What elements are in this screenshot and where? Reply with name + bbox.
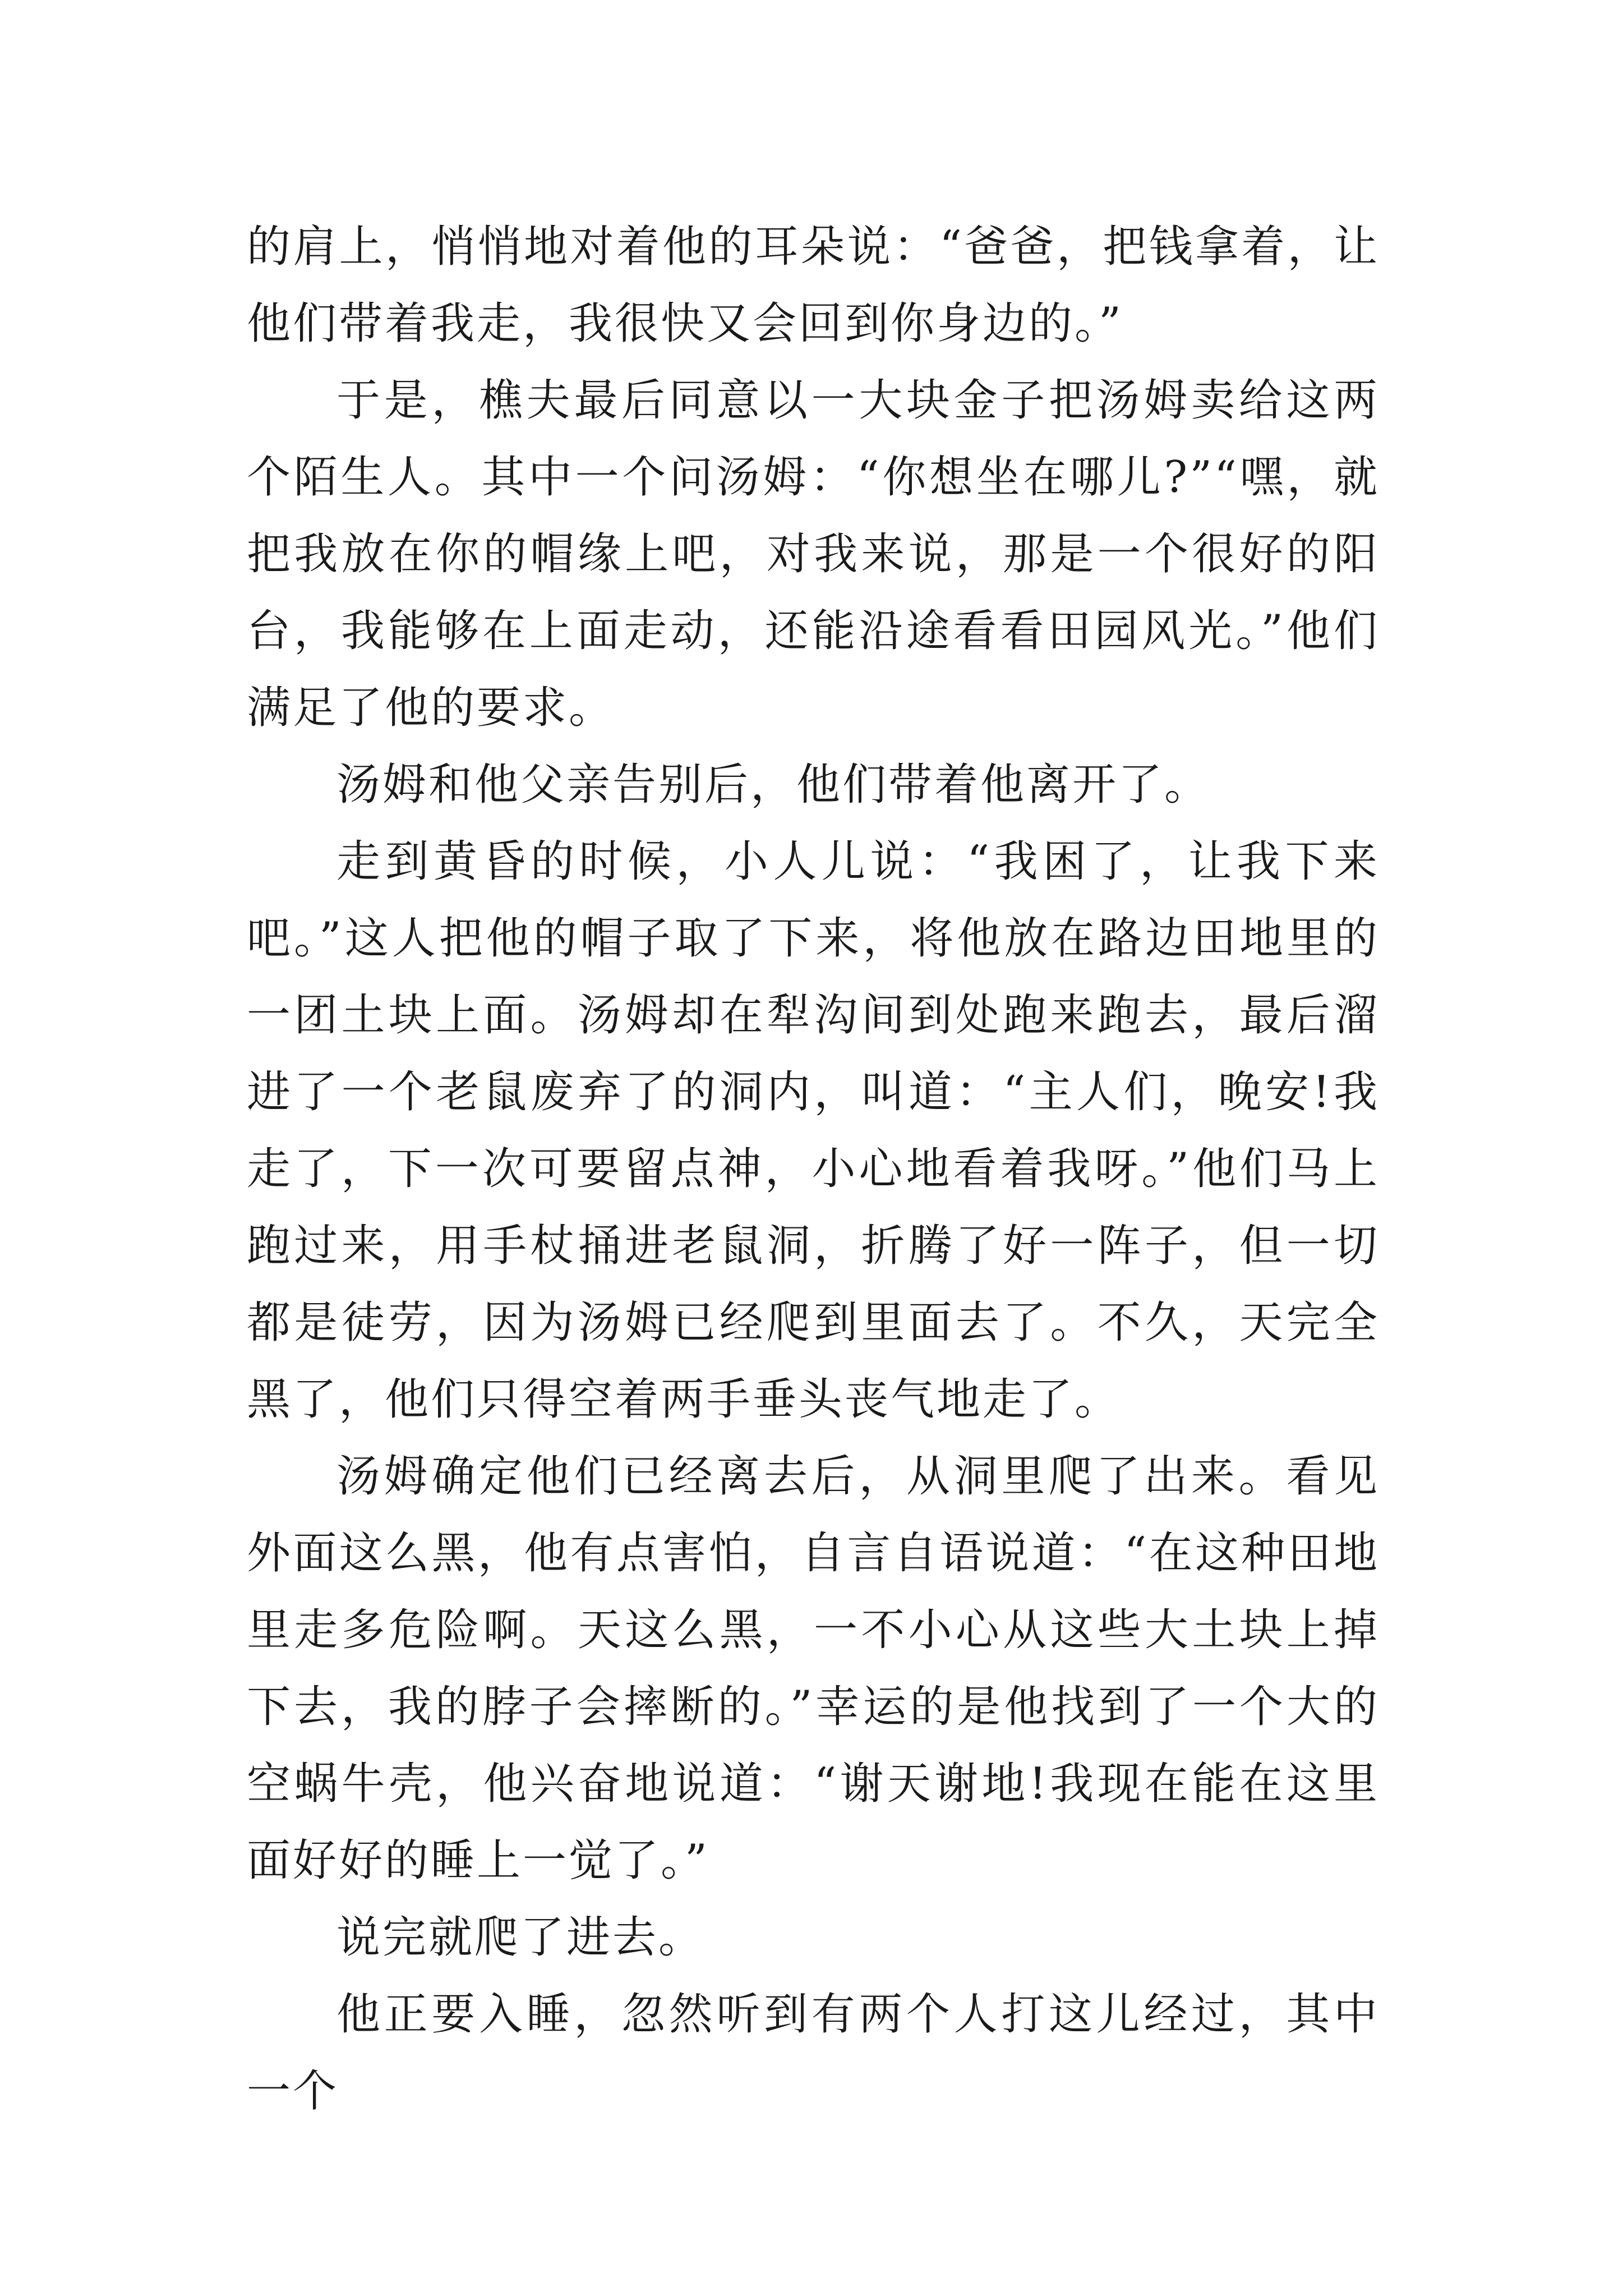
- paragraph-4: 走到黄昏的时候，小人儿说：“我困了，让我下来吧。”这人把他的帽子取了下来，将他放在路边田地里的一团土块上面。汤姆却在犁沟间到处跑来跑去，最后溜进了一个老鼠废弃了的洞内，叫道：“主人们，晚安!我走了，下一次可要留点神，小心地看着我呀。”他们马上跑过来，用手杖捅进老鼠洞，折腾了好一阵子，但一切都是徒劳，因为汤姆已经爬到里面去了。不久，天完全黑了，他们只得空着两手垂头丧气地走了。: [247, 836, 1380, 1425]
- paragraph-3: 汤姆和他父亲告别后，他们带着他离开了。: [336, 760, 1211, 810]
- body-text: [247, 209, 1380, 2130]
- paragraph-6: 说完就爬了进去。: [336, 1912, 705, 1963]
- paragraph-1: 的肩上，悄悄地对着他的耳朵说：“爸爸，把钱拿着，让他们带着我走，我很快又会回到你身边的。”: [247, 222, 1380, 349]
- paragraph-5: 汤姆确定他们已经离去后，从洞里爬了出来。看见外面这么黑，他有点害怕，自言自语说道：“在这种田地里走多危险啊。天这么黑，一不小心从这些大土块上掉下去，我的脖子会摔断的。”幸运的是他找到了一个大的空蜗牛壳，他兴奋地说道：“谢天谢地!我现在能在这里面好好的睡上一觉了。”: [247, 1451, 1380, 1886]
- paragraph-2: 于是，樵夫最后同意以一大块金子把汤姆卖给这两个陌生人。其中一个问汤姆：“你想坐在哪儿?”“嘿，就把我放在你的帽缘上吧，对我来说，那是一个很好的阳台，我能够在上面走动，还能沿途看看田园风光。”他们满足了他的要求。: [247, 375, 1380, 733]
- paragraph-7: 他正要入睡，忽然听到有两个人打这儿经过，其中一个: [247, 1989, 1380, 2116]
